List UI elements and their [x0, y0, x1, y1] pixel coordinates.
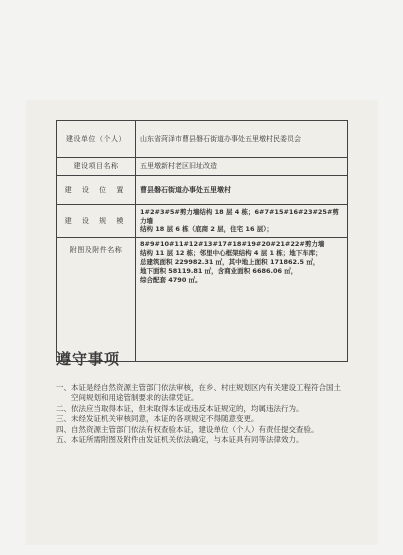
attachment-line: 综合配套 4790 ㎡。 [140, 276, 202, 284]
item-text: 本证是经自然资源主管部门依法审核，在乡、村庄规划区内有关建设工程符合国土空间规划和用途管制要求的法律凭证。 [71, 383, 341, 402]
row-label: 建设单位（个人） [57, 121, 136, 158]
list-item [56, 425, 346, 435]
item-text: 未经发证机关审核同意，本证的各项规定不得随意变更。 [71, 414, 259, 423]
row-label: 建 设 位 置 [57, 176, 136, 205]
attachments-value [136, 238, 348, 362]
certificate-page [26, 100, 378, 545]
table-row [57, 176, 348, 205]
table-row [57, 205, 348, 238]
table-row [57, 238, 348, 362]
item-number: 二、 [56, 403, 71, 413]
scale-line: 结构 18 层 6 栋（底商 2 层，住宅 16 层）； [140, 225, 273, 234]
row-label: 建设项目名称 [57, 158, 136, 176]
attachment-line: 总建筑面积 229982.31 ㎡，其中地上面积 171862.5 ㎡， [140, 258, 320, 266]
item-text: 自然资源主管部门依法有权查验本证，建设单位（个人）有责任提交查验。 [71, 424, 319, 434]
notes-list [56, 383, 346, 446]
construction-unit-value: 山东省菏泽市曹县磐石街道办事处五里墩村民委员会 [136, 121, 348, 158]
list-item [56, 435, 346, 445]
table-row [57, 121, 348, 158]
attachment-line: 8#9#10#11#12#13#17#18#19#20#21#22#剪力墙 [140, 240, 325, 248]
project-info-table [56, 120, 348, 362]
list-item [56, 414, 346, 424]
item-number: 五、 [56, 435, 71, 444]
attachment-line: 地下面积 58119.81 ㎡，含商业面积 6686.06 ㎡， [140, 267, 298, 275]
project-name-value: 五里墩新村老区旧址改造 [136, 158, 348, 176]
attachment-line: 结构 11 层 12 栋；邻里中心框架结构 4 层 1 栋；地下车库； [140, 249, 322, 257]
notes-title: 遵守事项 [56, 350, 121, 368]
item-text: 本证所需附图及附件由发证机关依法确定，与本证具有同等法律效力。 [71, 435, 304, 444]
item-number: 三、 [56, 414, 71, 423]
row-label: 附图及附件名称 [57, 238, 136, 362]
location-value: 曹县磐石街道办事处五里墩村 [136, 176, 348, 205]
row-label: 建 设 规 模 [57, 205, 136, 238]
scale-line: 1#2#3#5#剪力墙结构 18 层 4 栋；6#7#15#16#23#25#剪力墙 [140, 208, 339, 225]
item-number: 一、 [56, 383, 71, 392]
list-item [56, 383, 346, 403]
item-text: 依法应当取得本证，但未取得本证或违反本证规定的，均属违法行为。 [71, 403, 304, 413]
scale-value [136, 205, 348, 238]
item-number: 四、 [56, 424, 71, 434]
table-row [57, 158, 348, 176]
list-item [56, 404, 346, 414]
